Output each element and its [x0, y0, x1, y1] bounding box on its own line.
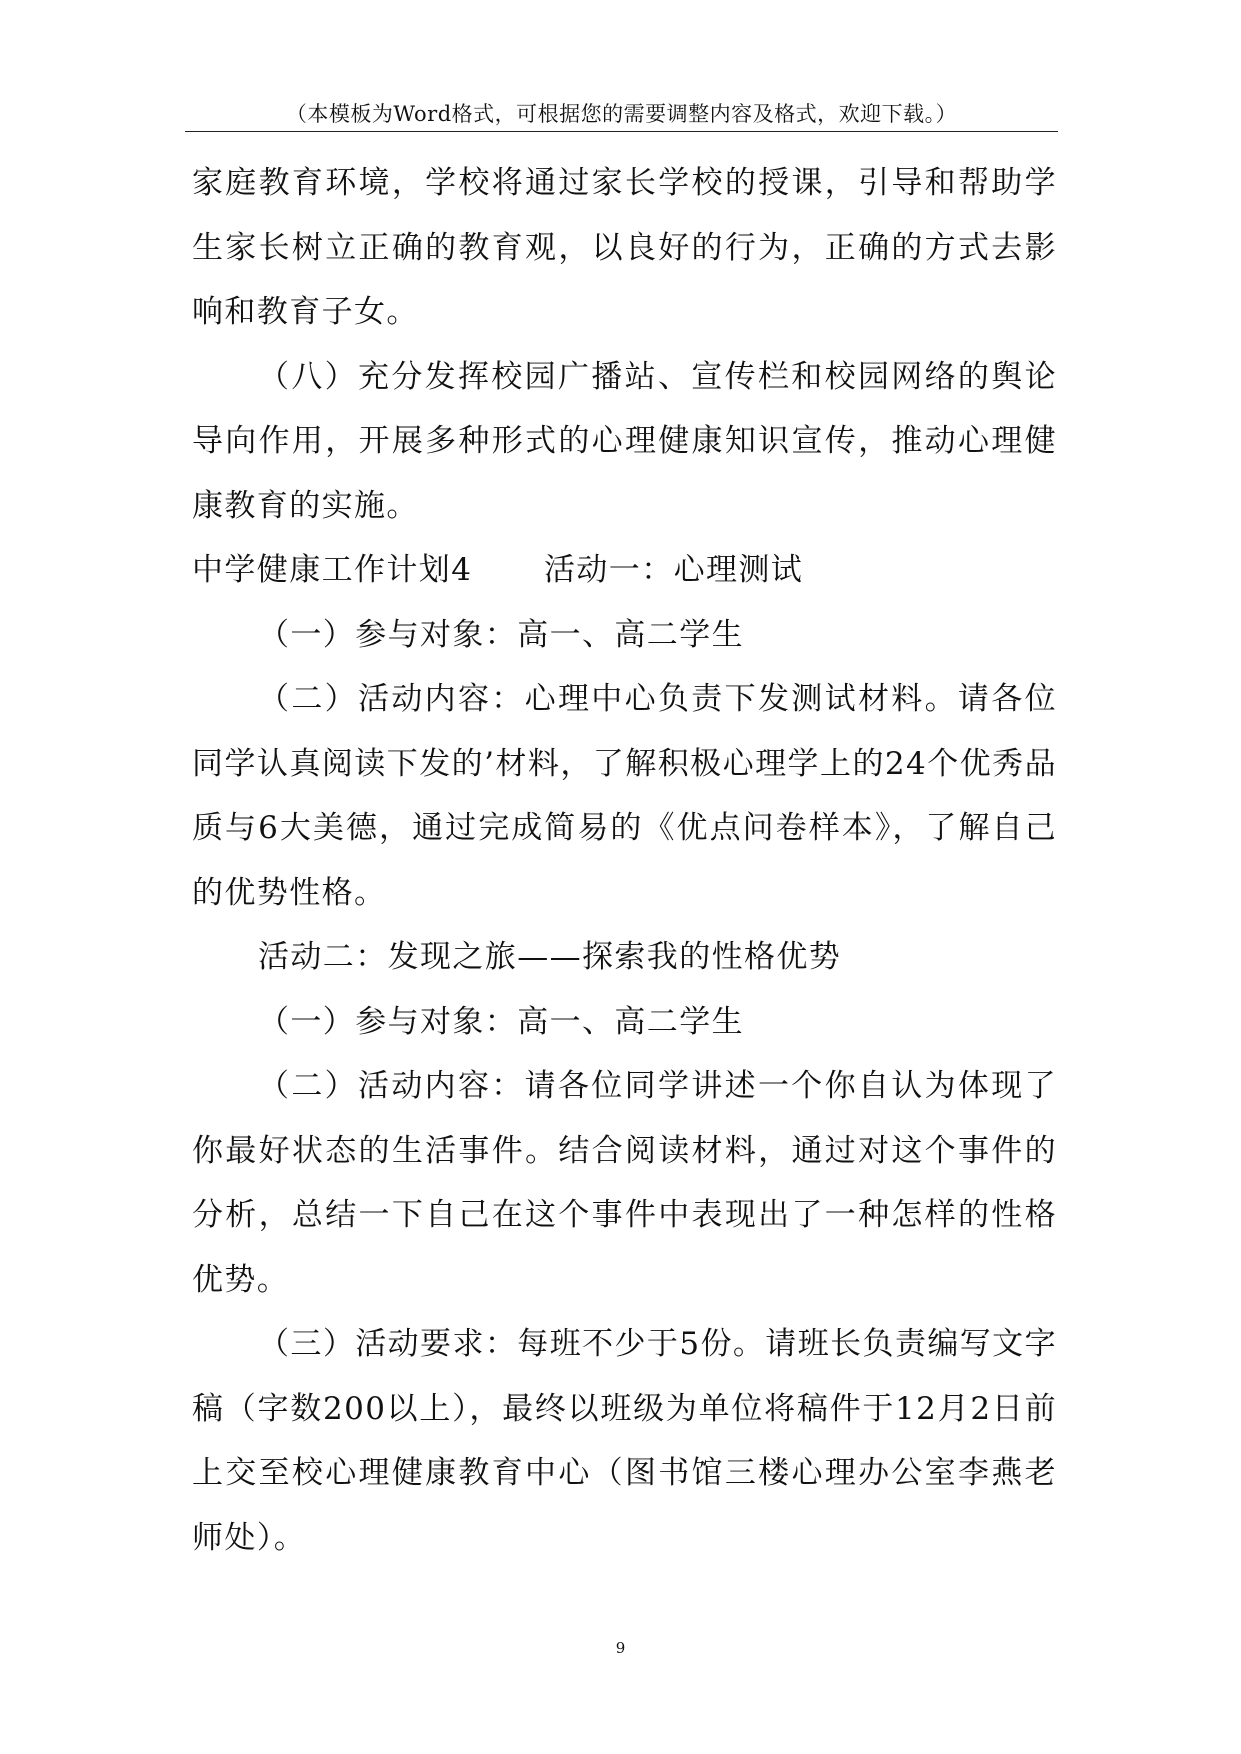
activity-one-content: （二）活动内容：心理中心负责下发测试材料。请各位同学认真阅读下发的’材料，了解积极心理学上的24个优秀品质与6大美德，通过完成简易的《优点问卷样本》，了解自己的优势性格。 — [192, 681, 1057, 911]
page-number: 9 — [615, 1639, 626, 1657]
header-divider — [185, 131, 1058, 132]
paragraph-item-eight: （八）充分发挥校园广播站、宣传栏和校园网络的舆论导向作用，开展多种形式的心理健康知识宣传，推动心理健康教育的实施。 — [192, 358, 1057, 524]
section-heading — [192, 538, 1057, 603]
activity-two-title: 活动二：发现之旅——探索我的性格优势 — [258, 939, 842, 975]
activity-two-participants: （一）参与对象：高一、高二学生 — [258, 1003, 744, 1040]
section-title: 中学健康工作计划4 — [192, 552, 473, 588]
activity-two-content: （二）活动内容：请各位同学讲述一个你自认为体现了你最好状态的生活事件。结合阅读材料，通过对这个事件的分析，总结一下自己在这个事件中表现出了一种怎样的性格优势。 — [192, 1068, 1057, 1298]
document-body — [192, 151, 1057, 1570]
activity-two-requirements: （三）活动要求：每班不少于5份。请班长负责编写文字稿（字数200以上），最终以班级为单位将稿件于12月2日前上交至校心理健康教育中心（图书馆三楼心理办公室李燕老师处）。 — [192, 1326, 1057, 1556]
header-note: （本模板为Word格式，可根据您的需要调整内容及格式，欢迎下载。） — [285, 102, 958, 126]
activity-one-participants: （一）参与对象：高一、高二学生 — [258, 616, 744, 653]
activity-one-title: 活动一：心理测试 — [544, 552, 804, 588]
paragraph-family-education: 家庭教育环境，学校将通过家长学校的授课，引导和帮助学生家长树立正确的教育观，以良好的行为，正确的方式去影响和教育子女。 — [192, 165, 1057, 330]
